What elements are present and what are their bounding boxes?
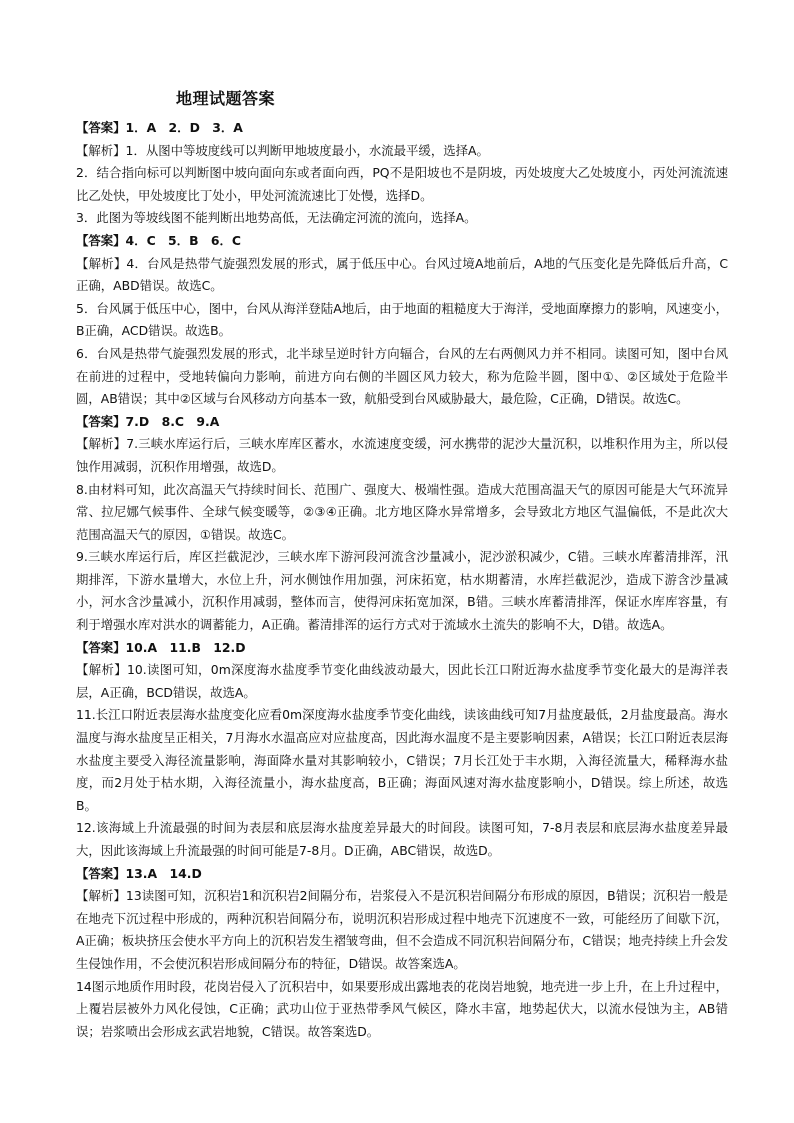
analysis-q9: 9.三峡水库运行后，库区拦截泥沙，三峡水库下游河段河流含沙量减小，泥沙淤积减少，C错。三峡水库蓄清排浑，汛期排浑，下游水量增大，水位上升，河水侧蚀作用加强，河床拓宽，枯水期蓄清，水库拦截泥沙，造成下游含沙量减小，河水含沙量减小，沉积作用减弱，整体而言，使得河床拓宽加深，B错。三峡水库蓄清排浑，保证水库库容量，有利于增强水库对洪水的调蓄能力，A正确。蓄清排浑的运行方式对于流域水土流失的影响不大，D错。故选A。 (76, 549, 728, 633)
answer-line-7-9: 【答案】7.D 8.C 9.A (76, 413, 220, 429)
analysis-q3: 3．此图为等坡线图不能判断出地势高低，无法确定河流的流向，选择A。 (76, 210, 477, 226)
analysis-q1: 【解析】1．从图中等坡度线可以判断甲地坡度最小，水流最平缓，选择A。 (76, 142, 489, 158)
analysis-q10: 【解析】10.读图可知，0m深度海水盐度季节变化曲线波动最大，因此长江口附近海水盐度季节变化最大的是海洋表层，A正确，BCD错误，故选A。 (76, 662, 728, 700)
analysis-q7: 【解析】7.三峡水库运行后，三峡水库库区蓄水，水流速度变缓，河水携带的泥沙大量沉积，以堆积作用为主，所以侵蚀作用减弱，沉积作用增强，故选D。 (76, 436, 728, 474)
analysis-q2: 2．结合指向标可以判断图中坡向面向东或者面向西，PQ不是阳坡也不是阴坡，丙处坡度大乙处坡度小，丙处河流流速比乙处快，甲处坡度比丁处小，甲处河流流速比丁处慢，选择D。 (76, 165, 728, 203)
analysis-q11: 11.长江口附近表层海水盐度变化应看0m深度海水盐度季节变化曲线，读该曲线可知7月盐度最低，2月盐度最高。海水温度与海水盐度呈正相关，7月海水水温高应对应盐度高，因此海水温度不是主要影响因素，A错误；长江口附近表层海水盐度主要受入海径流量影响，海面降水量对其影响较小，C错误；7月长江处于丰水期，入海径流量大，稀释海水盐度，而2月处于枯水期，入海径流量小，海水盐度高，B正确；海面风速对海水盐度影响小，D错误。综上所述，故选B。 (76, 707, 728, 813)
answer-line-4-6: 【答案】4．C 5．B 6．C (76, 232, 242, 248)
answer-line-10-12: 【答案】10.A 11.B 12.D (76, 639, 246, 655)
analysis-q6: 6．台风是热带气旋强烈发展的形式，北半球呈逆时针方向辐合，台风的左右两侧风力并不相同。读图可知，图中台风在前进的过程中，受地转偏向力影响，前进方向右侧的半圆区风力较大，称为危险半圆，图中①、②区域处于危险半圆，AB错误；其中②区域与台风移动方向基本一致，航船受到台风威胁最大，最危险，C正确，D错误。故选C。 (76, 345, 728, 407)
analysis-q8: 8.由材料可知，此次高温天气持续时间长、范围广、强度大、极端性强。造成大范围高温天气的原因可能是大气环流异常、拉尼娜气候事件、全球气候变暖等，②③④正确。北方地区降水异常增多，会导致北方地区气温偏低，不是此次大范围高温天气的原因，①错误。故选C。 (76, 481, 728, 542)
document-title: 地理试题答案 (176, 89, 276, 108)
analysis-q14: 14图示地质作用时段，花岗岩侵入了沉积岩中，如果要形成出露地表的花岗岩地貌，地壳进一步上升，在上升过程中，上覆岩层被外力风化侵蚀，C正确；武功山位于亚热带季风气候区，降水丰富，地势起伏大，以流水侵蚀为主，AB错误；岩浆喷出会形成玄武岩地貌，C错误。故答案选D。 (76, 978, 728, 1039)
analysis-q4: 【解析】4．台风是热带气旋强烈发展的形式，属于低压中心。台风过境A地前后，A地的气压变化是先降低后升高，C正确，ABD错误。故选C。 (76, 255, 728, 294)
analysis-q5: 5．台风属于低压中心，图中，台风从海洋登陆A地后，由于地面的粗糙度大于海洋，受地面摩擦力的影响，风速变小，B正确，ACD错误。故选B。 (76, 300, 728, 339)
analysis-q12: 12.该海域上升流最强的时间为表层和底层海水盐度差异最大的时间段。读图可知，7-8月表层和底层海水盐度差异最大，因此该海域上升流最强的时间可能是7-8月。D正确，ABC错误，故选D。 (76, 820, 728, 858)
analysis-q13: 【解析】13读图可知，沉积岩1和沉积岩2间隔分布，岩浆侵入不是沉积岩间隔分布形成的原因，B错误；沉积岩一般是在地壳下沉过程中形成的，两种沉积岩间隔分布，说明沉积岩形成过程中地壳下沉速度不一致，可能经历了间歇下沉，A正确；板块挤压会使水平方向上的沉积岩发生褶皱弯曲，但不会造成不同沉积岩间隔分布，C错误；地壳持续上升会发生侵蚀作用，不会使沉积岩形成间隔分布的特征，D错误。故答案选A。 (76, 888, 728, 971)
answer-line-13-14: 【答案】13.A 14.D (76, 865, 202, 881)
answer-document (76, 86, 728, 1043)
answer-line-1-3: 【答案】1．A 2．D 3．A (76, 120, 243, 135)
